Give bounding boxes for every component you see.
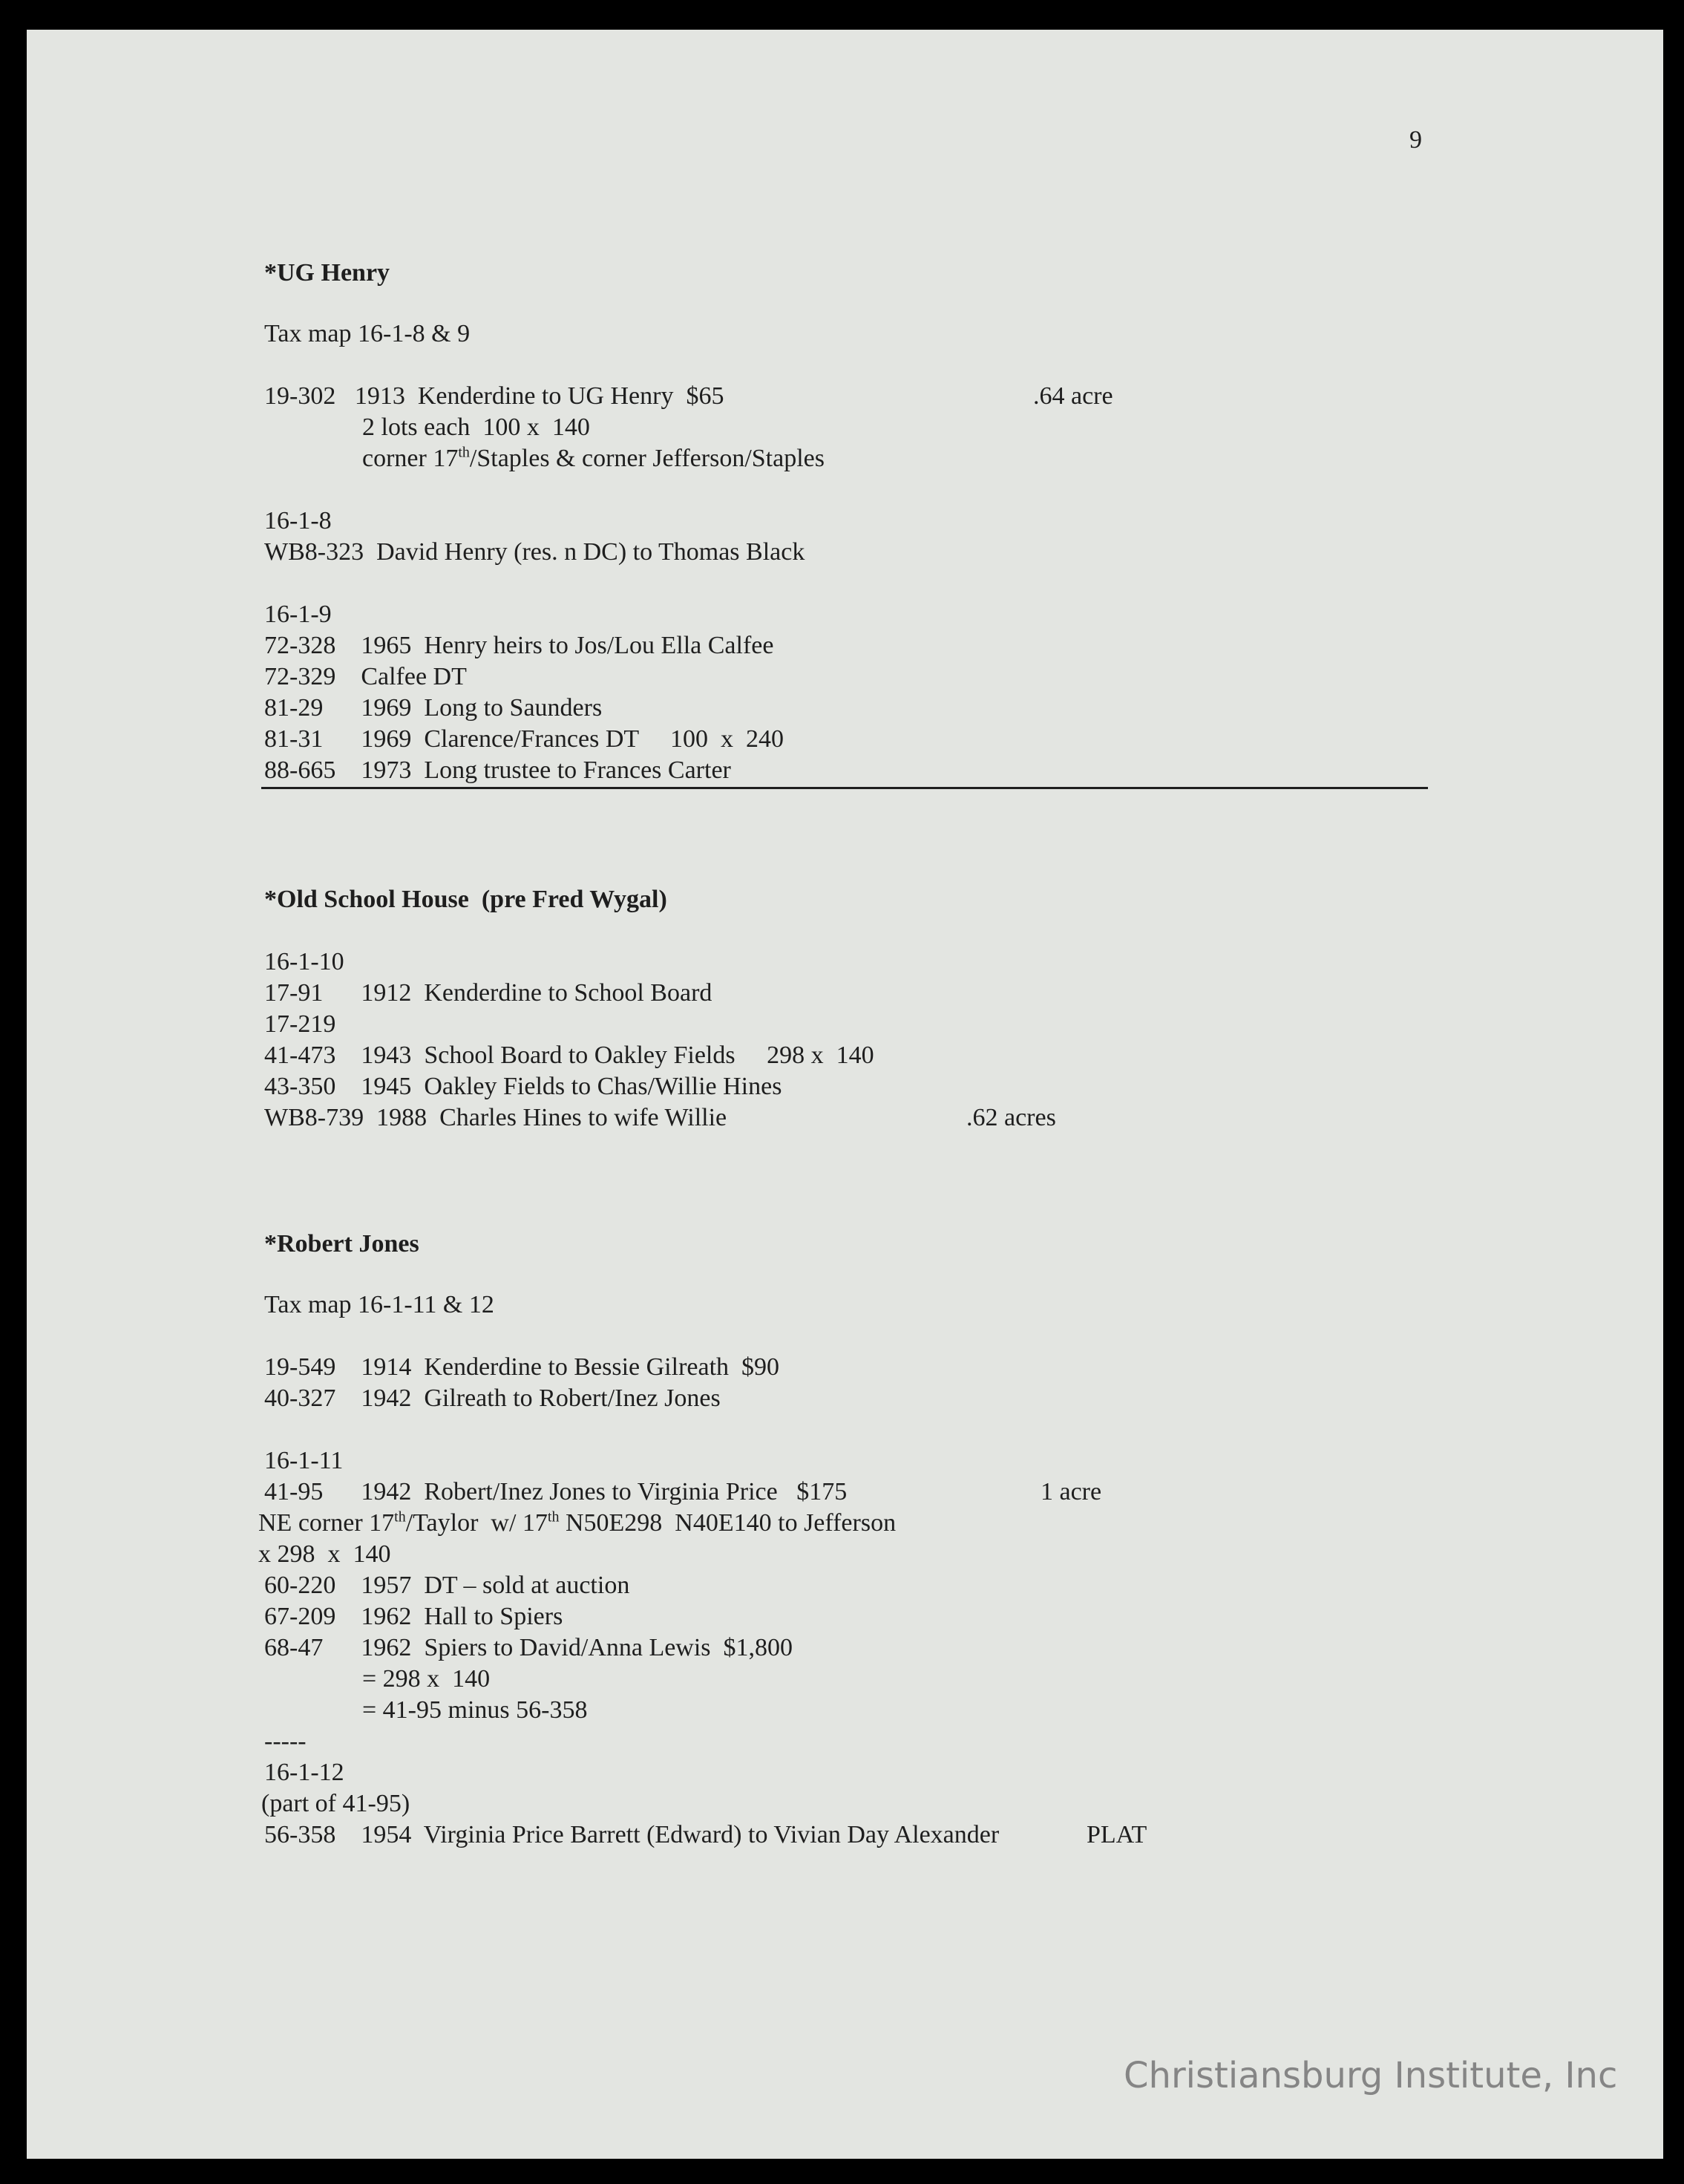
record-line: 16-1-11 (264, 1447, 344, 1474)
record-line: 68-47 1962 Spiers to David/Anna Lewis $1,800 (264, 1634, 793, 1661)
record-line: 16-1-10 (264, 948, 344, 975)
record-line: 40-327 1942 Gilreath to Robert/Inez Jones (264, 1384, 721, 1412)
tax-map-robert-jones: Tax map 16-1-11 & 12 (264, 1291, 494, 1318)
record-line: corner 17th/Staples & corner Jefferson/Staples (362, 444, 825, 472)
record-line: WB8-739 1988 Charles Hines to wife Willie (264, 1104, 727, 1131)
section-heading-old-school-house: *Old School House (pre Fred Wygal) (264, 886, 667, 913)
record-line: 81-31 1969 Clarence/Frances DT 100 x 240 (264, 725, 784, 753)
record-line: (part of 41-95) (261, 1790, 410, 1817)
record-acreage: .64 acre (1033, 382, 1113, 410)
record-line: 16-1-8 (264, 507, 332, 534)
record-line: NE corner 17th/Taylor w/ 17th N50E298 N40E140 to Jefferson (258, 1508, 897, 1537)
record-acreage: .62 acres (966, 1104, 1056, 1131)
record-line: 60-220 1957 DT – sold at auction (264, 1572, 630, 1599)
record-line: WB8-323 David Henry (res. n DC) to Thomas Black (264, 538, 805, 566)
record-line: 19-302 1913 Kenderdine to UG Henry $65 (264, 382, 724, 410)
record-line: 88-665 1973 Long trustee to Frances Carter (264, 756, 731, 784)
record-line: 72-329 Calfee DT (264, 663, 467, 690)
section-heading-robert-jones: *Robert Jones (264, 1230, 419, 1258)
record-line: = 298 x 140 (362, 1665, 491, 1693)
record-line: = 41-95 minus 56-358 (362, 1696, 588, 1724)
document-page (27, 30, 1663, 2159)
record-line: 2 lots each 100 x 140 (362, 413, 590, 441)
record-plat-note: PLAT (1087, 1821, 1147, 1848)
watermark: Christiansburg Institute, Inc (1124, 2055, 1618, 2096)
page-number: 9 (1409, 126, 1422, 154)
record-line: 17-219 (264, 1010, 336, 1038)
record-line: 81-29 1969 Long to Saunders (264, 694, 603, 722)
record-line: 19-549 1914 Kenderdine to Bessie Gilreath $90 (264, 1353, 780, 1381)
tax-map-ug-henry: Tax map 16-1-8 & 9 (264, 320, 471, 347)
record-line: ----- (264, 1727, 307, 1755)
record-line: x 298 x 140 (258, 1540, 391, 1568)
record-line: 72-328 1965 Henry heirs to Jos/Lou Ella Calfee (264, 632, 774, 659)
record-acreage: 1 acre (1041, 1478, 1102, 1505)
record-line: 16-1-12 (264, 1759, 344, 1786)
record-line: 16-1-9 (264, 601, 332, 628)
record-line: 41-95 1942 Robert/Inez Jones to Virginia Price $175 (264, 1478, 848, 1505)
section-divider (261, 787, 1428, 789)
section-heading-ug-henry: *UG Henry (264, 259, 390, 287)
record-line: 56-358 1954 Virginia Price Barrett (Edward) to Vivian Day Alexander (264, 1821, 1000, 1848)
record-line: 17-91 1912 Kenderdine to School Board (264, 979, 712, 1007)
record-line: 41-473 1943 School Board to Oakley Fields 298 x 140 (264, 1042, 874, 1069)
record-line: 67-209 1962 Hall to Spiers (264, 1603, 563, 1630)
record-line: 43-350 1945 Oakley Fields to Chas/Willie Hines (264, 1073, 782, 1100)
